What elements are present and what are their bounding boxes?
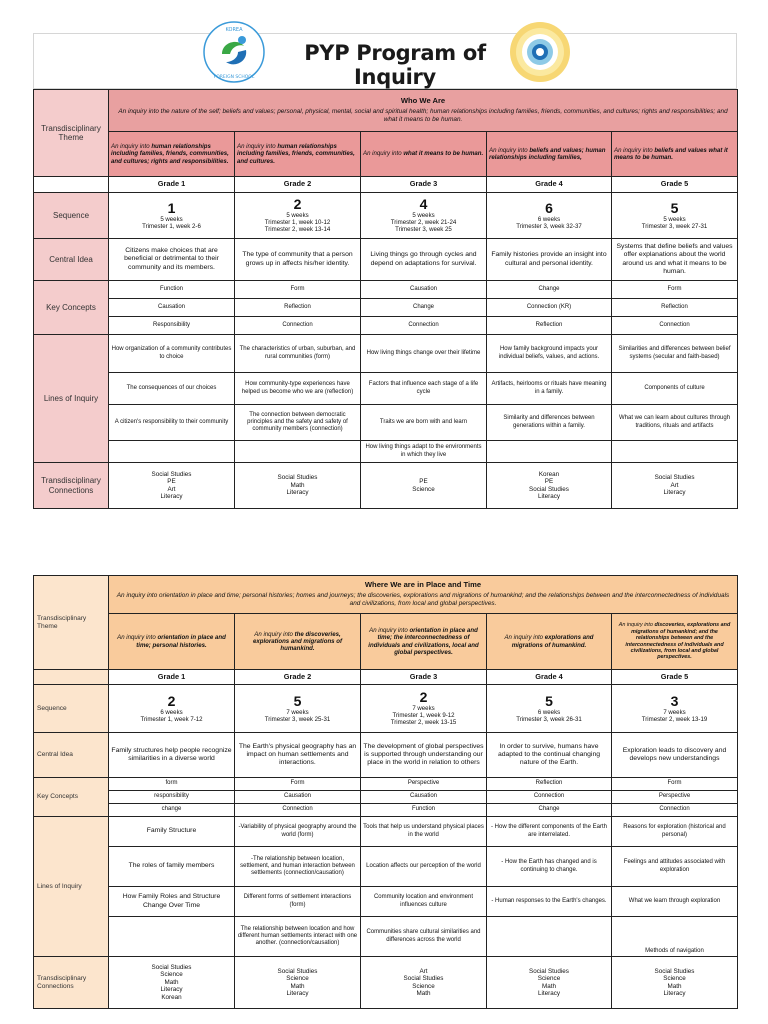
focus-cell: An inquiry into explorations and migrations of humankind. <box>487 614 612 670</box>
sequence-cell: 5 6 weeks Trimester 3, week 26-31 <box>487 685 612 733</box>
central-idea-cell: The Earth's physical geography has an impact on human settlements and interactions. <box>235 733 361 778</box>
focus-cell: An inquiry into orientation in place and time; the interconnectedness of individuals and civilizations, local and global perspectives. <box>361 614 487 670</box>
central-idea-label: Central Idea <box>34 239 109 281</box>
inquiry-line-cell: Similarities and differences between belief systems (secular and faith-based) <box>612 335 738 373</box>
inquiry-line-cell: Community location and environment influences culture <box>361 887 487 917</box>
concept-cell: Perspective <box>361 778 487 791</box>
concept-cell: Connection <box>612 804 738 817</box>
connection-cell: Social Studies Art Literacy <box>612 463 738 509</box>
concept-cell: Form <box>612 778 738 791</box>
focus-cell: An inquiry into what it means to be human. <box>361 132 487 177</box>
inquiry-line-cell: -The relationship between location, settlement, and human interaction between settlements (connection/causation) <box>235 847 361 887</box>
theme-label: Transdisciplinary Theme <box>34 576 109 670</box>
inquiry-line-cell: The roles of family members <box>109 847 235 887</box>
inquiry-line-cell: What we learn through exploration <box>612 887 738 917</box>
inquiry-line-cell <box>109 917 235 957</box>
sequence-cell: 5 5 weeks Trimester 3, week 27-31 <box>612 193 738 239</box>
central-idea-cell: In order to survive, humans have adapted to the continual changing nature of the Earth. <box>487 733 612 778</box>
concept-cell: Change <box>487 804 612 817</box>
inquiry-line-cell: Tools that help us understand physical places in the world <box>361 817 487 847</box>
inquiry-line-cell: Communities share cultural similarities and differences across the world <box>361 917 487 957</box>
inquiry-line-cell <box>487 917 612 957</box>
inquiry-line-cell: -Variability of physical geography around the world (form) <box>235 817 361 847</box>
inquiry-line-cell: How community-type experiences have helped us become who we are (reflection) <box>235 373 361 405</box>
grade-header: Grade 1 <box>109 670 235 685</box>
key-concepts-label: Key Concepts <box>34 281 109 335</box>
concept-cell: Form <box>612 281 738 299</box>
inquiry-line-cell: Reasons for exploration (historical and personal) <box>612 817 738 847</box>
logo-bottom-text: FOREIGN SCHOOL <box>213 75 255 80</box>
sequence-cell: 2 7 weeks Trimester 1, week 9-12 Trimester 2, week 13-15 <box>361 685 487 733</box>
grade-header: Grade 2 <box>235 177 361 193</box>
concept-cell: Causation <box>235 791 361 804</box>
inquiry-line-cell: The relationship between location and how different human settlements interact with one another. (connection/causation) <box>235 917 361 957</box>
blank-label <box>34 670 109 685</box>
sequence-cell: 1 5 weeks Trimester 1, week 2-6 <box>109 193 235 239</box>
connection-cell: Social Studies Science Math Literacy <box>487 957 612 1009</box>
connection-cell: PE Science <box>361 463 487 509</box>
connection-cell: Art Social Studies Science Math <box>361 957 487 1009</box>
central-idea-cell: Family histories provide an insight into cultural and personal identity. <box>487 239 612 281</box>
kfs-logo-icon <box>202 20 266 84</box>
inquiry-line-cell: Family Structure <box>109 817 235 847</box>
central-idea-cell: Family structures help people recognize similarities in a diverse world <box>109 733 235 778</box>
concept-cell: Connection <box>235 804 361 817</box>
central-idea-cell: The development of global perspectives is supported through understanding our place in the world in relation to others <box>361 733 487 778</box>
concept-cell: responsibility <box>109 791 235 804</box>
inquiry-line-cell: Components of culture <box>612 373 738 405</box>
sequence-label: Sequence <box>34 193 109 239</box>
concept-cell: Responsibility <box>109 317 235 335</box>
grade-header: Grade 4 <box>487 670 612 685</box>
inquiry-line-cell: - How the Earth has changed and is continuing to change. <box>487 847 612 887</box>
theme-title: Where We are in Place and Time <box>364 580 482 590</box>
concept-cell: Perspective <box>612 791 738 804</box>
lines-of-inquiry-label: Lines of Inquiry <box>34 335 109 463</box>
document-header <box>33 27 737 89</box>
inquiry-table-1 <box>33 89 738 509</box>
blank-label <box>34 177 109 193</box>
grade-header: Grade 4 <box>487 177 612 193</box>
inquiry-line-cell: Location affects our perception of the world <box>361 847 487 887</box>
sequence-cell: 5 7 weeks Trimester 3, week 25-31 <box>235 685 361 733</box>
focus-cell: An inquiry into discoveries, explorations and migrations of humankind; and the relationships between and the interconnectedness of individuals and civilizations, from local and global perspectives. <box>612 614 738 670</box>
connections-label: Transdisciplinary Connections <box>34 957 109 1009</box>
grade-header: Grade 2 <box>235 670 361 685</box>
section-who-we-are <box>33 89 737 509</box>
focus-cell: An inquiry into human relationships including families, friends, communities, and cultures; rights and responsibilities. <box>109 132 235 177</box>
concept-cell: Form <box>235 281 361 299</box>
concept-cell: change <box>109 804 235 817</box>
concept-cell: Connection <box>487 791 612 804</box>
sequence-label: Sequence <box>34 685 109 733</box>
concept-cell: Reflection <box>235 299 361 317</box>
central-idea-cell: Citizens make choices that are beneficial or detrimental to their community and its members. <box>109 239 235 281</box>
inquiry-line-cell: - Human responses to the Earth's changes. <box>487 887 612 917</box>
focus-cell: An inquiry into the discoveries, explorations and migrations of humankind. <box>235 614 361 670</box>
grade-header: Grade 3 <box>361 670 487 685</box>
connection-cell: Social Studies Science Math Literacy <box>612 957 738 1009</box>
inquiry-line-cell: Feelings and attitudes associated with exploration <box>612 847 738 887</box>
inquiry-line-cell: What we can learn about cultures through traditions, rituals and artifacts <box>612 405 738 441</box>
inquiry-line-cell: The consequences of our choices <box>109 373 235 405</box>
key-concepts-label: Key Concepts <box>34 778 109 817</box>
inquiry-line-cell: The characteristics of urban, suburban, and rural communities (form) <box>235 335 361 373</box>
inquiry-line-cell: The connection between democratic principles and the safety and safety of community members (connection) <box>235 405 361 441</box>
theme-title: Who We Are <box>400 96 446 106</box>
inquiry-line-cell: Traits we are born with and learn <box>361 405 487 441</box>
inquiry-line-cell: Similarity and differences between generations within a family. <box>487 405 612 441</box>
sequence-cell: 2 6 weeks Trimester 1, week 7-12 <box>109 685 235 733</box>
central-idea-cell: The type of community that a person grows up in affects his/her identity. <box>235 239 361 281</box>
lines-of-inquiry-label: Lines of Inquiry <box>34 817 109 957</box>
concept-cell: Causation <box>361 281 487 299</box>
concept-cell: Function <box>109 281 235 299</box>
inquiry-table-2 <box>33 575 738 1009</box>
inquiry-line-cell: A citizen's responsibility to their community <box>109 405 235 441</box>
focus-cell: An inquiry into orientation in place and time; personal histories. <box>109 614 235 670</box>
inquiry-line-cell: Different forms of settlement interactions (form) <box>235 887 361 917</box>
central-idea-cell: Living things go through cycles and depend on adaptations for survival. <box>361 239 487 281</box>
concept-cell: Causation <box>361 791 487 804</box>
inquiry-line-cell <box>487 441 612 463</box>
sequence-cell: 4 5 weeks Trimester 2, week 21-24 Trimester 3, week 25 <box>361 193 487 239</box>
sequence-cell: 2 5 weeks Trimester 1, week 10-12 Trimester 2, week 13-14 <box>235 193 361 239</box>
grade-header: Grade 5 <box>612 670 738 685</box>
focus-cell: An inquiry into beliefs and values; human relationships including families, <box>487 132 612 177</box>
concept-cell: Reflection <box>487 778 612 791</box>
central-idea-cell: Systems that define beliefs and values offer explanations about the world around us and what it means to be human. <box>612 239 738 281</box>
sequence-cell: 3 7 weeks Trimester 2, week 13-19 <box>612 685 738 733</box>
page-title: PYP Program of Inquiry <box>304 41 486 89</box>
connection-cell: Korean PE Social Studies Literacy <box>487 463 612 509</box>
concept-cell: Change <box>487 281 612 299</box>
connection-cell: Social Studies Science Math Literacy <box>235 957 361 1009</box>
inquiry-line-cell: How Family Roles and Structure Change Over Time <box>109 887 235 917</box>
concept-cell: Form <box>235 778 361 791</box>
grade-header: Grade 5 <box>612 177 738 193</box>
inquiry-line-cell: Artifacts, heirlooms or rituals have meaning in a family. <box>487 373 612 405</box>
inquiry-line-cell: How family background impacts your individual beliefs, values, and actions. <box>487 335 612 373</box>
inquiry-line-cell: How living things adapt to the environments in which they live <box>361 441 487 463</box>
connection-cell: Social Studies PE Art Literacy <box>109 463 235 509</box>
inquiry-line-cell: Factors that influence each stage of a life cycle <box>361 373 487 405</box>
theme-description: An inquiry into orientation in place and time; personal histories; homes and journeys; the discoveries, explorations and migrations of humankind; and the relationships between and the interconnectedness of individuals and civilizations, from local and global perspectives. <box>116 592 730 607</box>
inquiry-line-cell: How living things change over their lifetime <box>361 335 487 373</box>
connections-label: Transdisciplinary Connections <box>34 463 109 509</box>
focus-cell: An inquiry into beliefs and values what it means to be human. <box>612 132 738 177</box>
concept-cell: Reflection <box>487 317 612 335</box>
concept-cell: Connection <box>612 317 738 335</box>
central-idea-cell: Exploration leads to discovery and develops new understandings <box>612 733 738 778</box>
inquiry-line-cell: - How the different components of the Earth are interrelated. <box>487 817 612 847</box>
concept-cell: form <box>109 778 235 791</box>
inquiry-line-cell <box>109 441 235 463</box>
concept-cell: Connection <box>235 317 361 335</box>
central-idea-label: Central Idea <box>34 733 109 778</box>
concept-cell: Function <box>361 804 487 817</box>
grade-header: Grade 3 <box>361 177 487 193</box>
theme-description-cell <box>109 576 738 614</box>
theme-description-cell <box>109 90 738 132</box>
pyp-logo-icon <box>508 20 572 84</box>
inquiry-line-cell: Methods of navigation <box>612 917 738 957</box>
concept-cell: Change <box>361 299 487 317</box>
concept-cell: Connection <box>361 317 487 335</box>
grade-header: Grade 1 <box>109 177 235 193</box>
concept-cell: Reflection <box>612 299 738 317</box>
theme-label: Transdisciplinary Theme <box>34 90 109 177</box>
inquiry-line-cell <box>235 441 361 463</box>
inquiry-line-cell: How organization of a community contributes to choice <box>109 335 235 373</box>
connection-cell: Social Studies Math Literacy <box>235 463 361 509</box>
concept-cell: Causation <box>109 299 235 317</box>
section-where-we-are <box>33 575 737 1009</box>
concept-cell: Connection (KR) <box>487 299 612 317</box>
theme-description: An inquiry into the nature of the self; beliefs and values; personal, physical, mental, social and spiritual health; human relationships including families, friends, communities, and cultures; rights and responsibilities; and what it means to be human. <box>118 108 728 123</box>
inquiry-line-cell <box>612 441 738 463</box>
sequence-cell: 6 6 weeks Trimester 3, week 32-37 <box>487 193 612 239</box>
focus-cell: An inquiry into human relationships including families, friends, communities, and cultures. <box>235 132 361 177</box>
logo-top-text: KOREA <box>225 27 243 33</box>
connection-cell: Social Studies Science Math Literacy Korean <box>109 957 235 1009</box>
